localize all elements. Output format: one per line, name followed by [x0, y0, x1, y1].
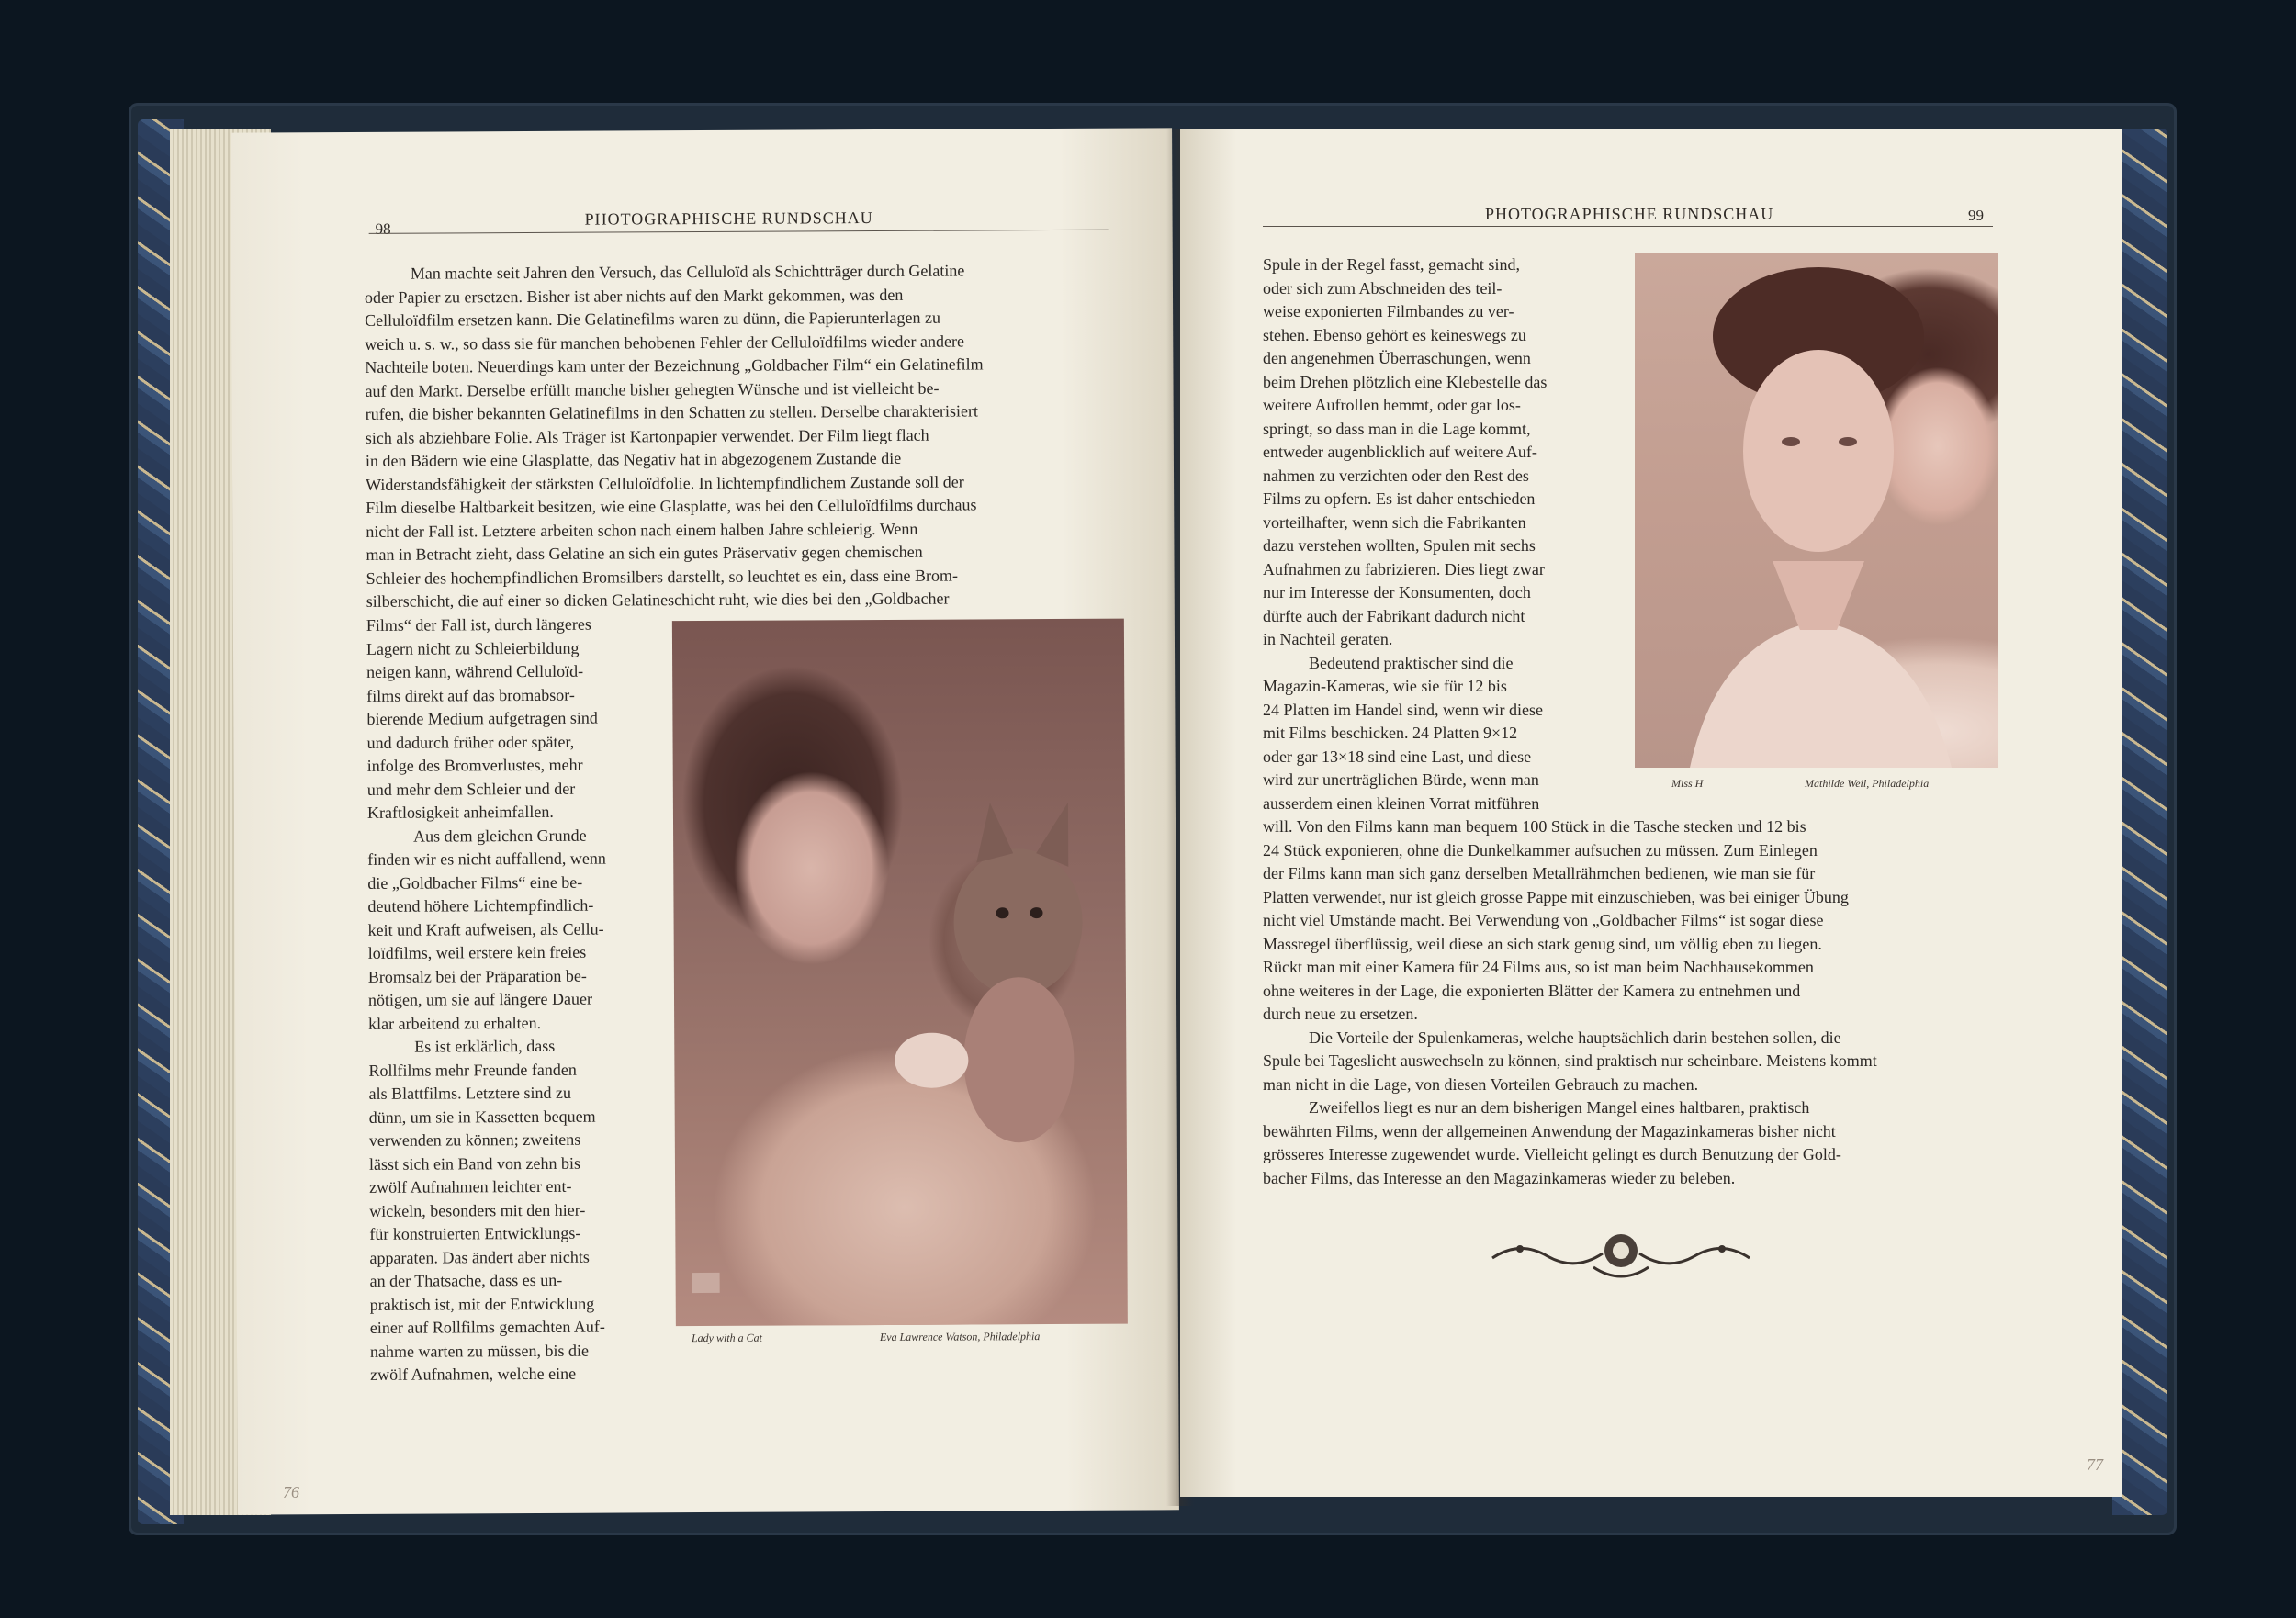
text-line: Bedeutend praktischer sind die [1309, 653, 1514, 672]
text-line: Kraftlosigkeit anheimfallen. [366, 802, 554, 822]
text-line: praktisch ist, mit der Entwicklung [369, 1294, 595, 1314]
text-line: zwölf Aufnahmen leichter ent- [369, 1176, 572, 1197]
text-line: nicht der Fall ist. Letztere arbeiten schon nach einem halben Jahre schleierig. Wenn [366, 519, 918, 541]
text-line: als Blattfilms. Letztere sind zu [368, 1083, 572, 1103]
text-line: bewährten Films, wenn der allgemeinen Anwendung der Magazinkameras bisher nicht [1263, 1121, 1836, 1140]
text-line: will. Von den Films kann man bequem 100 Stück in die Tasche stecken und 12 bis [1263, 817, 1806, 836]
text-line: keit und Kraft aufweisen, als Cellu- [367, 919, 604, 939]
text-line: vorteilhafter, wenn sich die Fabrikanten [1263, 512, 1526, 532]
text-line: und dadurch früher oder später, [366, 732, 575, 752]
text-line: Film dieselbe Haltbarkeit besitzen, wie eine Glasplatte, was bei den Celluloïdfilms durchaus [366, 495, 977, 517]
text-line: in den Bädern wie eine Glasplatte, das Negativ hat in abgezogenem Zustande die [365, 448, 902, 470]
pencil-mark-left: 76 [283, 1483, 299, 1501]
text-line: Spule in der Regel fasst, gemacht sind, [1263, 255, 1520, 274]
text-line: Widerstandsfähigkeit der stärksten Celluloïdfolie. In lichtempfindlichem Zustande soll der [366, 472, 964, 494]
text-line: Lagern nicht zu Schleierbildung [366, 638, 580, 658]
text-line: nahme warten zu müssen, bis die [369, 1341, 590, 1361]
text-line: loïdfilms, weil erstere kein freies [367, 942, 587, 962]
text-line: nahmen zu verzichten oder den Rest des [1263, 466, 1529, 485]
text-line: sich als abziehbare Folie. Als Träger ist Kartonpapier verwendet. Der Film liegt flach [365, 425, 929, 447]
text-line: weich u. s. w., so dass sie für manchen behobenen Fehler der Celluloïdfilms wieder andere [365, 331, 964, 354]
text-line: man nicht in die Lage, von diesen Vorteilen Gebrauch zu machen. [1263, 1074, 1699, 1094]
text-line: Bromsalz bei der Präparation be- [367, 966, 587, 986]
text-line: nicht viel Umstände macht. Bei Verwendung von „Goldbacher Films“ ist sogar diese [1263, 911, 1824, 929]
text-line: und mehr dem Schleier und der [366, 779, 576, 799]
caption-credit: Mathilde Weil, Philadelphia [1805, 777, 1930, 790]
text-line: ohne weiteres in der Lage, die exponierten Blätter der Kamera zu entnehmen und [1263, 981, 1801, 1000]
caption-credit: Eva Lawrence Watson, Philadelphia [879, 1330, 1041, 1344]
pencil-mark-right: 77 [2087, 1455, 2103, 1474]
text-line: für konstruierten Entwicklungs- [369, 1223, 581, 1243]
caption-title: Miss H [1671, 777, 1704, 790]
text-line: apparaten. Das ändert aber nichts [369, 1247, 590, 1267]
photo-lady-with-cat [672, 619, 1128, 1327]
text-line: Magazin-Kameras, wie sie für 12 bis [1263, 677, 1507, 695]
text-line: rufen, die bisher bekannten Gelatinefilms in den Schatten zu stellen. Derselbe charakterisiert [365, 401, 978, 423]
body-text-full [365, 259, 1120, 614]
left-page [231, 128, 1179, 1514]
text-line: nötigen, um sie auf längere Dauer [367, 989, 592, 1009]
photo-miss-h [1635, 253, 1998, 768]
text-line: weise exponierten Filmbandes zu ver- [1263, 302, 1514, 320]
text-line: klar arbeitend zu erhalten. [368, 1013, 542, 1033]
text-line: oder gar 13×18 sind eine Last, und diese [1263, 747, 1532, 766]
text-line: ausserdem einen kleinen Vorrat mitführen [1263, 793, 1540, 813]
text-line: films direkt auf das bromabsor- [366, 685, 575, 705]
text-line: neigen kann, während Celluloïd- [366, 661, 584, 681]
text-line: mit Films beschicken. 24 Platten 9×12 [1263, 724, 1518, 742]
text-line: Celluloïdfilm ersetzen kann. Die Gelatinefilms waren zu dünn, die Papierunterlagen zu [365, 308, 940, 330]
text-line: zwölf Aufnahmen, welche eine [370, 1364, 577, 1384]
text-line: oder Papier zu ersetzen. Bisher ist aber nichts auf den Markt gekommen, was den [364, 285, 904, 307]
text-line: silberschicht, die auf einer so dicken Gelatineschicht ruht, wie dies bei den „Goldbacher [366, 589, 950, 611]
text-line: grösseres Interesse zugewendet wurde. Vielleicht gelingt es durch Benutzung der Gold- [1263, 1145, 1841, 1163]
text-line: die „Goldbacher Films“ eine be- [367, 872, 583, 893]
text-line: in Nachteil geraten. [1263, 630, 1393, 648]
text-line: wird zur unerträglichen Bürde, wenn man [1263, 770, 1539, 789]
text-line: lässt sich ein Band von zehn bis [368, 1153, 580, 1174]
text-line: man in Betracht zieht, dass Gelatine an sich ein gutes Präservativ gegen chemischen [366, 542, 923, 564]
text-line: Schleier des hochempfindlichen Bromsilbers darstellt, so leuchtet es ein, dass eine Brom- [366, 566, 958, 588]
cat-figure [672, 619, 1128, 1327]
text-line: der Films kann man sich ganz derselben Metallrähmchen bedienen, wie man sie für [1263, 864, 1816, 882]
text-line: einer auf Rollfilms gemachten Auf- [369, 1317, 605, 1337]
text-line: bierende Medium aufgetragen sind [366, 708, 598, 728]
text-line: springt, so dass man in die Lage kommt, [1263, 419, 1531, 438]
body-text-column [366, 612, 658, 1387]
text-line: 24 Platten im Handel sind, wenn wir diese [1263, 700, 1543, 719]
text-line: Aufnahmen zu fabrizieren. Dies liegt zwar [1263, 559, 1545, 579]
text-line: 24 Stück exponieren, ohne die Dunkelkammer aufsuchen zu müssen. Zum Einlegen [1263, 840, 1818, 860]
body-text-column [1263, 253, 1612, 815]
text-line: an der Thatsache, dass es un- [369, 1270, 563, 1290]
ornament-vignette [1483, 1221, 1759, 1286]
text-line: den angenehmen Überraschungen, wenn [1263, 349, 1531, 367]
text-line: weitere Aufrollen hemmt, oder gar los- [1263, 396, 1521, 414]
text-line: auf den Markt. Derselbe erfüllt manche bisher gehegten Wünsche und ist vielleicht be- [365, 378, 940, 400]
portrait-figure [1635, 253, 1998, 768]
text-line: Man machte seit Jahren den Versuch, das Celluloïd als Schichtträger durch Gelatine [410, 261, 965, 283]
text-line: verwenden zu können; zweitens [368, 1129, 581, 1150]
text-line: deutend höhere Lichtempfindlich- [367, 895, 594, 916]
text-line: Films zu opfern. Es ist daher entschieden [1263, 489, 1536, 508]
running-head: PHOTOGRAPHISCHE RUNDSCHAU [1485, 205, 1774, 223]
text-line: Es ist erklärlich, dass [414, 1036, 556, 1056]
text-line: Films“ der Fall ist, durch längeres [366, 614, 591, 635]
text-line: wickeln, besonders mit den hier- [369, 1200, 586, 1220]
text-line: Spule bei Tageslicht auswechseln zu können, sind praktisch nur scheinbare. Meistens kommt [1263, 1051, 1877, 1070]
header-rule [1263, 226, 1993, 227]
text-line: durch neue zu ersetzen. [1263, 1005, 1418, 1023]
caption-title: Lady with a Cat [691, 1331, 762, 1345]
text-line: dürfte auch der Fabrikant dadurch nicht [1263, 606, 1525, 625]
text-line: stehen. Ebenso gehört es keineswegs zu [1263, 325, 1526, 344]
text-line: oder sich zum Abschneiden des teil- [1263, 278, 1503, 298]
text-line: Die Vorteile der Spulenkameras, welche hauptsächlich darin bestehen sollen, die [1309, 1028, 1841, 1047]
text-line: Nachteile boten. Neuerdings kam unter der Bezeichnung „Goldbacher Film“ ein Gelatinefilm [365, 354, 984, 376]
text-line: Rückt man mit einer Kamera für 24 Films aus, so ist man beim Nachhausekommen [1263, 958, 1814, 976]
header-rule [369, 230, 1109, 234]
text-line: beim Drehen plötzlich eine Klebestelle das [1263, 372, 1548, 391]
running-head: PHOTOGRAPHISCHE RUNDSCHAU [584, 208, 873, 229]
text-line: nur im Interesse der Konsumenten, doch [1263, 583, 1531, 601]
text-line: infolge des Bromverlustes, mehr [366, 755, 583, 775]
right-page [1180, 129, 2122, 1497]
text-line: Platten verwendet, nur ist gleich grosse Pappe mit einzuschieben, was bei einiger Übung [1263, 887, 1849, 906]
text-line: finden wir es nicht auffallend, wenn [367, 848, 606, 869]
body-text-full [1263, 815, 1993, 1190]
text-line: dazu verstehen wollten, Spulen mit sechs [1263, 536, 1536, 555]
text-line: Rollfilms mehr Freunde fanden [368, 1060, 577, 1080]
page-number: 99 [1968, 207, 1984, 224]
text-line: Zweifellos liegt es nur an dem bisherigen Mangel eines haltbaren, praktisch [1309, 1098, 1810, 1117]
page-number: 98 [375, 219, 391, 238]
text-line: dünn, um sie in Kassetten bequem [368, 1107, 596, 1127]
text-line: Aus dem gleichen Grunde [413, 826, 587, 846]
text-line: Massregel überflüssig, weil diese an sich stark genug sind, um völlig eben zu liegen. [1263, 934, 1822, 953]
text-line: bacher Films, das Interesse an den Magazinkameras wieder zu beleben. [1263, 1168, 1736, 1187]
text-line: entweder augenblicklich auf weitere Auf- [1263, 443, 1537, 461]
